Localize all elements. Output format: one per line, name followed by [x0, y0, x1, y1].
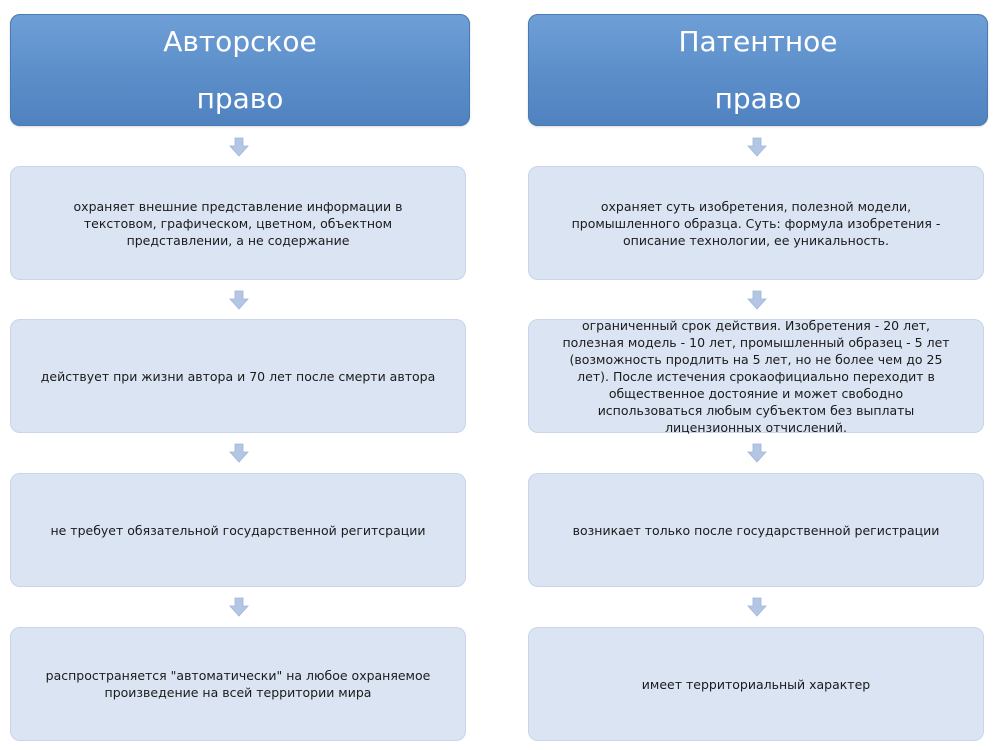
copyright-item-2-text: действует при жизни автора и 70 лет после смерти автора — [40, 368, 436, 384]
copyright-item-2 — [10, 319, 466, 433]
patent-item-3-text: возникает только после государственной регистрации — [572, 522, 940, 538]
patent-item-1-text: охраняет суть изобретения, полезной модели, промышленного образца. Суть: формула изобретения - описание технологии, ее уникальность. — [571, 198, 941, 248]
copyright-item-3 — [10, 473, 466, 587]
copyright-item-4-text: распространяется "автоматически" на любое охраняемое произведение на всей территории мира — [45, 668, 431, 700]
copyright-item-3-text: не требует обязательной государственной регитсрации — [50, 522, 426, 538]
copyright-item-1 — [10, 166, 466, 280]
down-arrow-icon — [229, 443, 249, 463]
down-arrow-icon — [747, 443, 767, 463]
down-arrow-icon — [747, 137, 767, 157]
down-arrow-icon — [747, 597, 767, 617]
patent-item-2 — [528, 319, 984, 433]
down-arrow-icon — [229, 137, 249, 157]
down-arrow-icon — [747, 290, 767, 310]
copyright-item-1-text: охраняет внешние представление информации в текстовом, графическом, цветном, объектном представлении, а не содержание — [73, 198, 403, 248]
patent-item-4 — [528, 627, 984, 741]
patent-item-2-text: ограниченный срок действия. Изобретения - 20 лет, полезная модель - 10 лет, промышленный образец - 5 лет (возможность продлить на 5 лет, но не более чем до 25 лет). После истечения срокаофициально переходит в общественное достояние и может свободно использоваться любым субъектом без выплаты лицензионных отчислений. — [562, 317, 950, 435]
patent-title: Патентное право — [678, 25, 838, 115]
copyright-item-4 — [10, 627, 466, 741]
patent-header — [528, 14, 988, 126]
patent-item-1 — [528, 166, 984, 280]
down-arrow-icon — [229, 290, 249, 310]
patent-item-4-text: имеет территориальный характер — [641, 676, 871, 692]
down-arrow-icon — [229, 597, 249, 617]
patent-item-3 — [528, 473, 984, 587]
copyright-header — [10, 14, 470, 126]
patent-column — [528, 0, 988, 750]
copyright-title: Авторское право — [163, 25, 317, 115]
copyright-column — [10, 0, 470, 750]
